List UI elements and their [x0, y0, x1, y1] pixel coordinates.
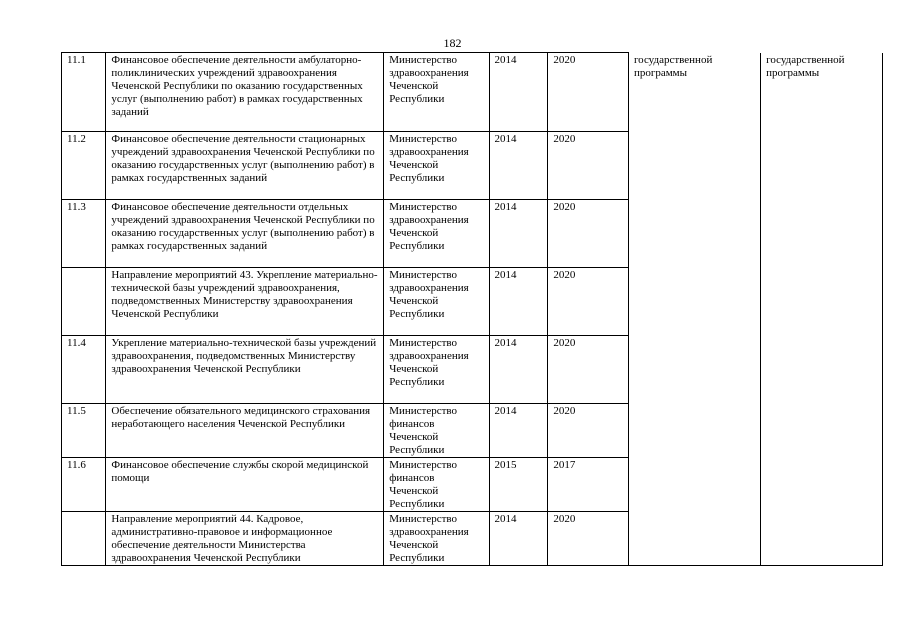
- table-row: [62, 53, 883, 132]
- indicator-link-cell: [761, 200, 883, 268]
- indicator-link-cell: государственной программы: [761, 53, 883, 132]
- activity-name: Укрепление материально-технической базы учреждений здравоохранения, подведомственных Министерству здравоохранения Чеченской Республики: [106, 336, 384, 404]
- start-year: 2014: [489, 404, 548, 458]
- end-year: 2020: [548, 200, 629, 268]
- table-row: [62, 512, 883, 566]
- end-year: 2020: [548, 268, 629, 336]
- row-number: [62, 268, 106, 336]
- row-number: 11.3: [62, 200, 106, 268]
- activity-name: Обеспечение обязательного медицинского страхования неработающего населения Чеченской Республики: [106, 404, 384, 458]
- activity-name: Направление мероприятий 44. Кадровое, административно-правовое и информационное обеспечение деятельности Министерства здравоохранения Чеченской Республики: [106, 512, 384, 566]
- table-row: [62, 336, 883, 404]
- table-row: [62, 268, 883, 336]
- end-year: 2020: [548, 404, 629, 458]
- start-year: 2014: [489, 132, 548, 200]
- end-year: 2020: [548, 132, 629, 200]
- executor: Министерство здравоохранения Чеченской Республики: [384, 268, 489, 336]
- end-year: 2020: [548, 53, 629, 132]
- page-number: 182: [443, 36, 462, 50]
- indicator-link-cell: [761, 512, 883, 566]
- executor: Министерство здравоохранения Чеченской Республики: [384, 132, 489, 200]
- activity-name: Финансовое обеспечение службы скорой медицинской помощи: [106, 458, 384, 512]
- activity-name: Финансовое обеспечение деятельности стационарных учреждений здравоохранения Чеченской Республики по оказанию государственных услуг (выполнению работ) в рамках государственных заданий: [106, 132, 384, 200]
- indicator-link-cell: [761, 132, 883, 200]
- end-year: 2020: [548, 336, 629, 404]
- expected-result-cell: [628, 200, 760, 268]
- end-year: 2017: [548, 458, 629, 512]
- expected-result-cell: [628, 336, 760, 404]
- start-year: 2014: [489, 512, 548, 566]
- activity-name: Финансовое обеспечение деятельности амбулаторно-поликлинических учреждений здравоохранения Чеченской Республики по оказанию государственных услуг (выполнению работ) в рамках государственных заданий: [106, 53, 384, 132]
- table-row: [62, 458, 883, 512]
- row-number: 11.4: [62, 336, 106, 404]
- indicator-link-cell: [761, 458, 883, 512]
- row-number: 11.5: [62, 404, 106, 458]
- activity-name: Направление мероприятий 43. Укрепление материально-технической базы учреждений здравоохранения, подведомственных Министерству здравоохранения Чеченской Республики: [106, 268, 384, 336]
- executor: Министерство здравоохранения Чеченской Республики: [384, 512, 489, 566]
- start-year: 2014: [489, 53, 548, 132]
- executor: Министерство здравоохранения Чеченской Республики: [384, 53, 489, 132]
- expected-result-cell: [628, 132, 760, 200]
- row-number: 11.1: [62, 53, 106, 132]
- indicator-link-cell: [761, 404, 883, 458]
- row-number: 11.6: [62, 458, 106, 512]
- indicator-link-cell: [761, 336, 883, 404]
- expected-result-cell: [628, 268, 760, 336]
- row-number: [62, 512, 106, 566]
- program-activities-table: [61, 52, 883, 566]
- expected-result-cell: государственной программы: [628, 53, 760, 132]
- row-number: 11.2: [62, 132, 106, 200]
- table-row: [62, 200, 883, 268]
- executor: Министерство здравоохранения Чеченской Республики: [384, 200, 489, 268]
- expected-result-cell: [628, 512, 760, 566]
- table-row: [62, 132, 883, 200]
- indicator-link-cell: [761, 268, 883, 336]
- end-year: 2020: [548, 512, 629, 566]
- start-year: 2014: [489, 200, 548, 268]
- start-year: 2015: [489, 458, 548, 512]
- executor: Министерство финансов Чеченской Республики: [384, 404, 489, 458]
- start-year: 2014: [489, 268, 548, 336]
- executor: Министерство финансов Чеченской Республики: [384, 458, 489, 512]
- start-year: 2014: [489, 336, 548, 404]
- expected-result-cell: [628, 458, 760, 512]
- activity-name: Финансовое обеспечение деятельности отдельных учреждений здравоохранения Чеченской Республики по оказанию государственных услуг (выполнению работ) в рамках государственных заданий: [106, 200, 384, 268]
- expected-result-cell: [628, 404, 760, 458]
- table-row: [62, 404, 883, 458]
- executor: Министерство здравоохранения Чеченской Республики: [384, 336, 489, 404]
